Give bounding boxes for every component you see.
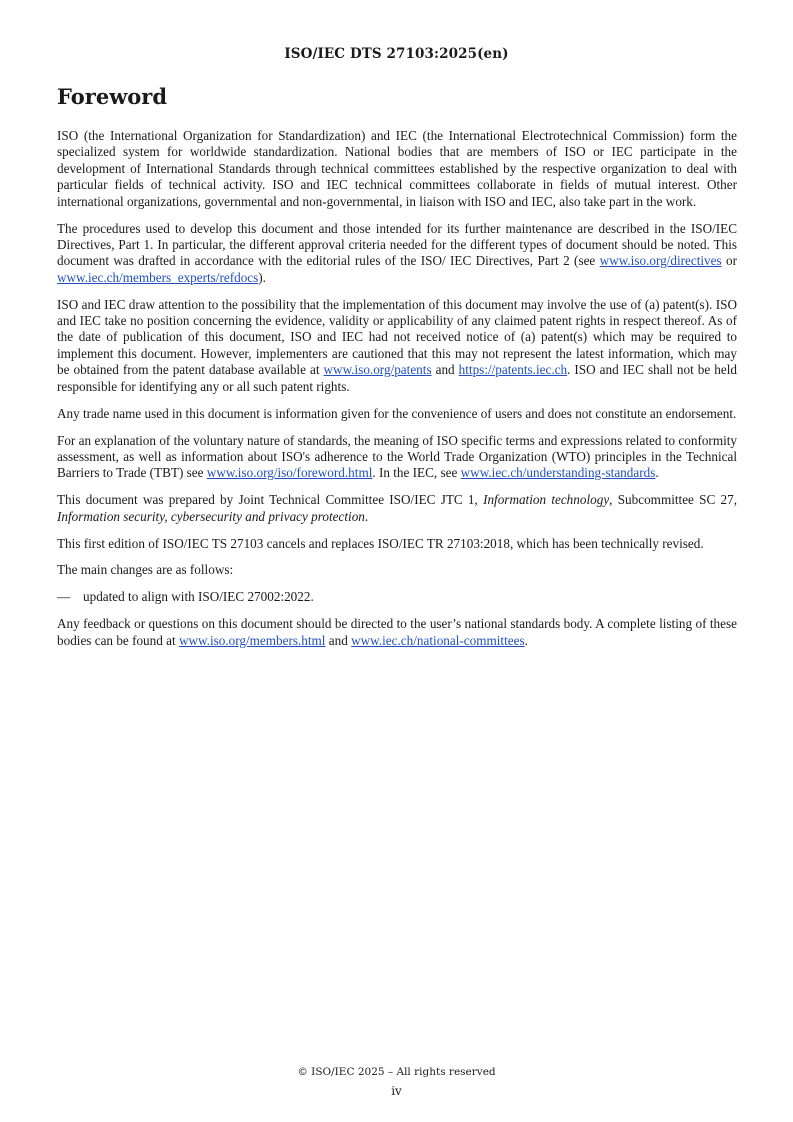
link-iso-foreword[interactable]: www.iso.org/iso/foreword.html (206, 465, 373, 481)
paragraph-2-mid: or (721, 253, 737, 269)
paragraph-6-mid: , Subcommittee SC 27, (609, 492, 737, 508)
list-dash: — (57, 589, 71, 605)
link-iso-directives[interactable]: www.iso.org/directives (599, 253, 722, 269)
paragraph-5-end: . (655, 465, 659, 481)
paragraph-6-text: This document was prepared by Joint Technical Committee ISO/IEC JTC 1, (57, 492, 484, 508)
paragraph-9-mid: and (325, 632, 352, 648)
paragraph-3-text: ISO and IEC draw attention to the possibility that the implementation of this document may involve the use of (a) patent(s). ISO and IEC take no position concerning the evidence, validity or applicability of any claimed patent rights in respect thereof. As of the date of publication of this document, ISO and IEC had not received notice of (a) patent(s) which may be required to implement this document. However, implementers are cautioned that this may not represent the latest information, which may be obtained from the patent database available at (57, 296, 737, 378)
paragraph-5-text: For an explanation of the voluntary nature of standards, the meaning of ISO specific terms and expressions related to conformity assessment, as well as information about ISO's adherence to the World Trade Organization (WTO) principles in the Technical Barriers to Trade (TBT) see (57, 432, 737, 481)
paragraph-1: ISO (the International Organization for Standardization) and IEC (the International Electrotechnical Commission) form the specialized system for worldwide standardization. National bodies that are members of ISO or IEC participate in the development of International Standards through technical committees established by the respective organization to deal with particular fields of technical activity. ISO and IEC technical committees collaborate in fields of mutual interest. Other international organizations, governmental and non-governmental, in liaison with ISO and IEC, also take part in the work. (57, 128, 737, 209)
paragraph-9 (57, 616, 737, 649)
paragraph-5-mid: . In the IEC, see (372, 465, 461, 481)
paragraph-9-end: . (524, 632, 528, 648)
list-item-text: updated to align with ISO/IEC 27002:2022. (83, 589, 314, 605)
paragraph-9-text: Any feedback or questions on this document should be directed to the user’s national standards body. A complete listing of these bodies can be found at (57, 616, 737, 648)
link-iec-patents[interactable]: https://patents.iec.ch (458, 362, 568, 378)
link-iso-patents[interactable]: www.iso.org/patents (323, 362, 432, 378)
paragraph-3 (57, 297, 737, 395)
list-item (57, 589, 737, 605)
paragraph-2-text: The procedures used to develop this document and those intended for its further maintenance are described in the ISO/IEC Directives, Part 1. In particular, the different approval criteria needed for the different types of document should be noted. This document was drafted in accordance with the editorial rules of the ISO/ IEC Directives, Part 2 (see (57, 220, 737, 269)
paragraph-3-mid: and (431, 362, 459, 378)
paragraph-6 (57, 492, 737, 525)
copyright-footer: © ISO/IEC 2025 – All rights reserved (297, 1066, 496, 1078)
link-iec-understanding-standards[interactable]: www.iec.ch/understanding-standards (460, 465, 656, 481)
foreword-body (57, 128, 737, 660)
committee-title: Information technology (483, 492, 610, 508)
document-header: ISO/IEC DTS 27103:2025(en) (284, 46, 509, 62)
paragraph-7: This first edition of ISO/IEC TS 27103 cancels and replaces ISO/IEC TR 27103:2018, which has been technically revised. (57, 535, 704, 551)
paragraph-4: Any trade name used in this document is information given for the convenience of users and does not constitute an endorsement. (57, 405, 737, 421)
paragraph-5 (57, 433, 737, 482)
link-iec-refdocs[interactable]: www.iec.ch/members_experts/refdocs (57, 269, 259, 285)
link-iso-members[interactable]: www.iso.org/members.html (178, 632, 326, 648)
paragraph-3-end: . ISO and IEC shall not be held responsible for identifying any or all such patent rights. (57, 362, 737, 394)
page-number: iv (391, 1084, 402, 1098)
paragraph-6-end: . (364, 508, 369, 524)
paragraph-2-end: ). (258, 269, 266, 285)
link-iec-national-committees[interactable]: www.iec.ch/national-committees (351, 632, 525, 648)
paragraph-8: The main changes are as follows: (57, 562, 234, 578)
paragraph-2 (57, 221, 737, 287)
page-title: Foreword (57, 84, 168, 109)
subcommittee-title: Information security, cybersecurity and privacy protection (57, 508, 365, 524)
